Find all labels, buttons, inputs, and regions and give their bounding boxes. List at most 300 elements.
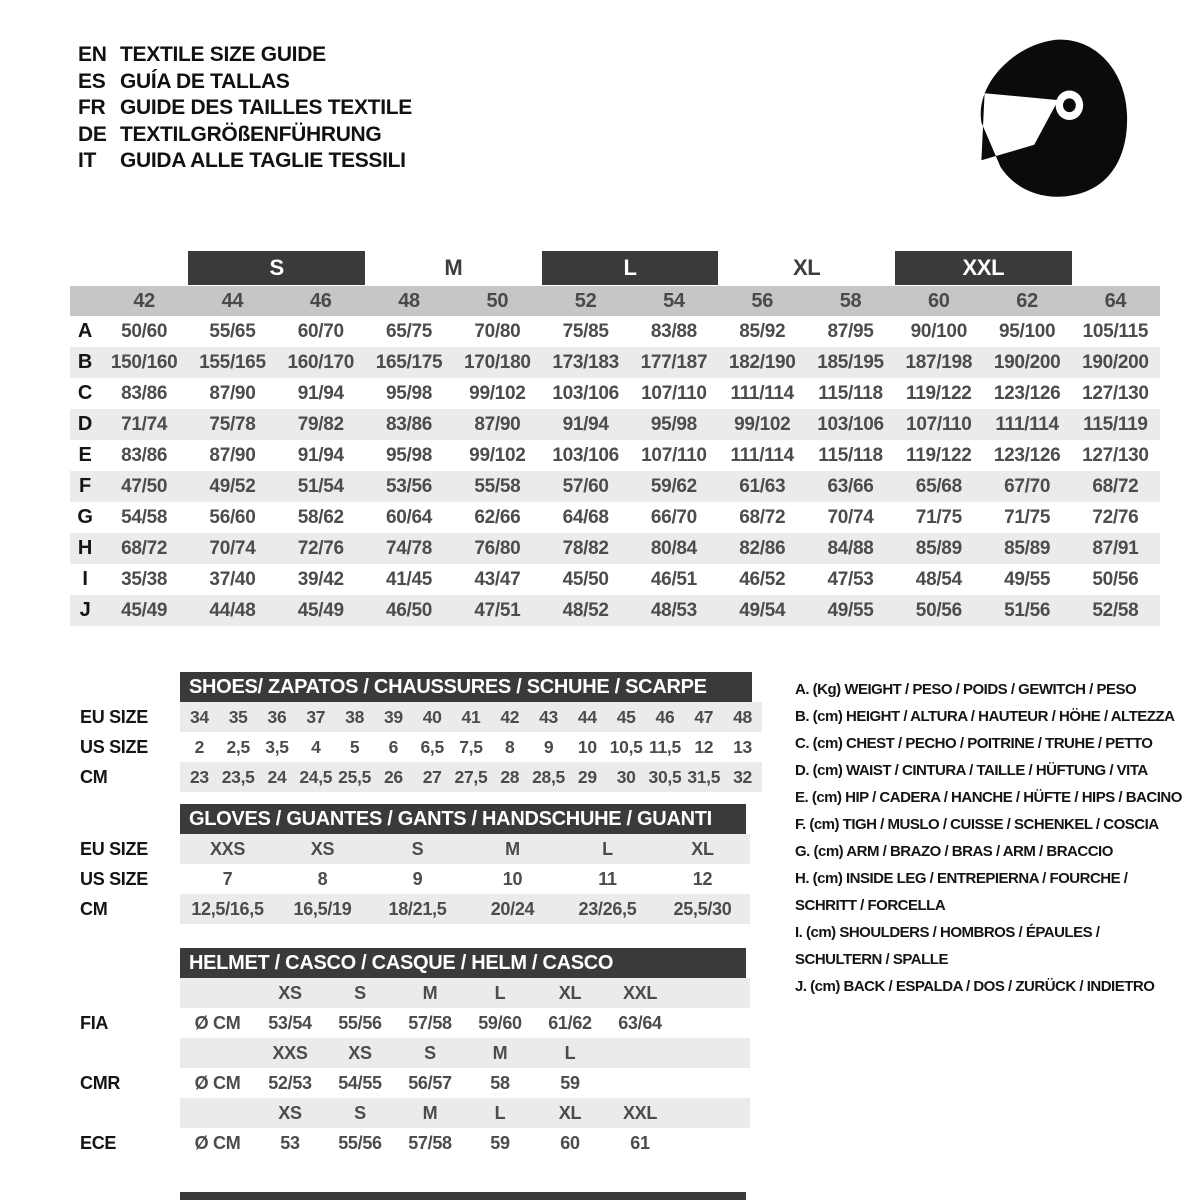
helmet-size-label: L — [564, 1042, 576, 1063]
size-value: 30,5 — [648, 766, 682, 787]
measurement-value: 54/58 — [121, 506, 168, 528]
gloves-table — [70, 804, 770, 924]
gloves-header-bar: GLOVES / GUANTES / GANTS / HANDSCHUHE / GUANTI — [180, 804, 746, 834]
helmet-size-label: XXL — [622, 1102, 658, 1123]
numeric-size: 64 — [1104, 289, 1127, 312]
measurement-value: 83/88 — [650, 320, 697, 342]
measurement-value: 79/82 — [297, 413, 344, 435]
helmet-size-value: 57/58 — [408, 1012, 452, 1033]
language-row — [78, 69, 412, 96]
helmet-size-label: M — [492, 1042, 508, 1063]
helmet-sizes-row — [70, 1098, 770, 1128]
measurement-value: 48/53 — [650, 599, 697, 621]
size-value: 41 — [461, 706, 481, 727]
measurement-value: 71/74 — [121, 413, 168, 435]
numeric-row-spacer — [70, 286, 100, 316]
helmet-size-value: 61 — [630, 1132, 650, 1153]
gloves-rows — [70, 834, 770, 924]
standard-label: CMR — [80, 1072, 121, 1093]
measurement-value: 44/48 — [209, 599, 256, 621]
measurement-value: 65/68 — [915, 475, 962, 497]
measurement-value: 82/86 — [739, 537, 786, 559]
size-value: 34 — [189, 706, 209, 727]
measurement-value: 60/64 — [386, 506, 433, 528]
table-row — [70, 894, 770, 924]
measurement-value: 107/110 — [906, 413, 972, 435]
helmet-size-value: 61/62 — [548, 1012, 592, 1033]
measurement-value: 75/85 — [562, 320, 609, 342]
size-value: 9 — [543, 736, 554, 757]
measurement-value: 43/47 — [474, 568, 521, 590]
measurement-value: 187/198 — [905, 351, 973, 373]
table-row — [70, 702, 770, 732]
measurement-value: 83/86 — [121, 444, 168, 466]
measurement-value: 111/114 — [995, 413, 1059, 435]
helmet-sizes-row — [70, 978, 770, 1008]
helmet-size-label: L — [494, 982, 506, 1003]
measurement-value: 119/122 — [906, 382, 972, 404]
size-value: 3,5 — [265, 736, 289, 757]
measurement-value: 85/89 — [915, 537, 962, 559]
size-band-row — [70, 250, 1160, 286]
language-code: ES — [78, 69, 106, 93]
numeric-size: 52 — [574, 289, 597, 312]
diameter-unit: Ø CM — [194, 1012, 241, 1033]
legend-item: I. (cm) SHOULDERS / HOMBROS / ÉPAULES / SCHULTERN / SPALLE — [795, 924, 1100, 968]
row-label: EU SIZE — [80, 706, 148, 727]
measurement-value: 67/70 — [1004, 475, 1051, 497]
language-row — [78, 42, 412, 69]
size-value: 43 — [539, 706, 558, 727]
measurement-value: 52/58 — [1092, 599, 1139, 621]
table-row — [70, 440, 1160, 471]
size-value: 46 — [655, 706, 675, 727]
size-value: 38 — [345, 706, 365, 727]
measurement-value: 85/89 — [1004, 537, 1051, 559]
size-value: 28,5 — [532, 766, 565, 787]
unit-spacer — [180, 1038, 255, 1068]
row-letter: G — [77, 506, 93, 528]
measurement-value: 80/84 — [650, 537, 697, 559]
size-value: 45 — [616, 706, 636, 727]
size-value: 25,5/30 — [673, 898, 732, 919]
numeric-size: 54 — [663, 289, 685, 312]
measurement-value: 45/50 — [562, 568, 609, 590]
measurement-value: 107/110 — [641, 444, 707, 466]
legend-item: E. (cm) HIP / CADERA / HANCHE / HÜFTE / HIPS / BACINO — [795, 789, 1182, 806]
measurement-value: 56/60 — [209, 506, 256, 528]
measurement-value: 111/114 — [730, 382, 794, 404]
measurement-value: 46/52 — [739, 568, 786, 590]
measurement-value: 155/165 — [199, 351, 266, 373]
measurement-value: 105/115 — [1082, 320, 1149, 342]
measurement-value: 61/63 — [739, 475, 786, 497]
size-value: 16,5/19 — [293, 898, 352, 919]
measurement-value: 45/49 — [297, 599, 344, 621]
measurement-value: 78/82 — [562, 537, 609, 559]
size-value: 7 — [222, 868, 233, 889]
size-band-xxl: XXL — [895, 251, 1072, 285]
numeric-size: 58 — [839, 289, 862, 312]
size-value: 10 — [502, 868, 523, 889]
helmet-rows — [70, 978, 770, 1158]
language-code: DE — [78, 122, 107, 146]
size-value: 12,5/16,5 — [191, 898, 264, 919]
measurement-value: 91/94 — [297, 444, 344, 466]
measurement-value: 46/50 — [386, 599, 433, 621]
measurement-value: 190/200 — [993, 351, 1061, 373]
table-row — [70, 864, 770, 894]
measurement-value: 71/75 — [915, 506, 962, 528]
measurement-value: 182/190 — [728, 351, 796, 373]
measurement-value: 49/52 — [209, 475, 256, 497]
racing-helmet-icon — [975, 33, 1135, 205]
measurement-value: 127/130 — [1082, 382, 1149, 404]
measurement-value: 45/49 — [121, 599, 168, 621]
table-row — [70, 762, 770, 792]
measurement-value: 85/92 — [739, 320, 786, 342]
row-cells — [180, 1068, 750, 1098]
numeric-size: 50 — [486, 289, 509, 312]
measurement-value: 173/183 — [552, 351, 619, 373]
shoes-table — [70, 672, 770, 792]
helmet-size-value: 56/57 — [408, 1072, 452, 1093]
measurement-value: 190/200 — [1082, 351, 1149, 373]
size-value: 35 — [228, 706, 248, 727]
row-cells — [180, 1008, 750, 1038]
measurement-value: 51/54 — [297, 475, 344, 497]
helmet-size-label: XXL — [622, 982, 658, 1003]
size-value: 6 — [388, 736, 399, 757]
helmet-header-bar: HELMET / CASCO / CASQUE / HELM / CASCO — [180, 948, 746, 978]
measurement-value: 68/72 — [739, 506, 786, 528]
size-value: 23 — [189, 766, 209, 787]
measurement-value: 47/50 — [121, 475, 168, 497]
measurement-value: 103/106 — [552, 444, 619, 466]
language-row — [78, 148, 412, 175]
measurement-value: 90/100 — [910, 320, 967, 342]
size-value: 12 — [694, 736, 714, 757]
size-value: 31,5 — [687, 766, 721, 787]
helmet-size-value: 55/56 — [338, 1132, 382, 1153]
measurement-value: 68/72 — [121, 537, 168, 559]
measurement-value: 160/170 — [287, 351, 355, 373]
measurement-value: 55/65 — [209, 320, 256, 342]
measurement-value: 59/62 — [650, 475, 697, 497]
size-value: 8 — [505, 736, 515, 757]
row-label: US SIZE — [80, 736, 148, 757]
helmet-values-row — [70, 1008, 770, 1038]
row-label — [70, 978, 180, 1008]
measurement-value: 66/70 — [650, 506, 697, 528]
table-row — [70, 595, 1160, 626]
legend-item: D. (cm) WAIST / CINTURA / TAILLE / HÜFTUNG / VITA — [795, 762, 1148, 779]
helmet-size-label: S — [424, 1042, 436, 1063]
size-value: 11 — [598, 868, 617, 889]
row-cells — [180, 894, 750, 924]
row-cells — [180, 1098, 750, 1128]
size-value: 5 — [349, 736, 360, 757]
size-value: 4 — [311, 736, 321, 757]
measurement-value: 58/62 — [297, 506, 344, 528]
measurement-value: 150/160 — [110, 351, 178, 373]
numeric-size: 46 — [309, 289, 332, 312]
row-cells — [180, 978, 750, 1008]
size-value: 10,5 — [609, 736, 643, 757]
language-title: GUÍA DE TALLAS — [120, 69, 290, 93]
row-label — [70, 1098, 180, 1128]
measurement-value: 65/75 — [386, 320, 433, 342]
measurement-value: 47/53 — [827, 568, 874, 590]
size-value: XL — [691, 838, 714, 859]
size-value: 11,5 — [649, 736, 681, 757]
measurement-value: 115/118 — [818, 444, 883, 466]
size-value: 48 — [733, 706, 752, 727]
size-value: 8 — [317, 868, 328, 889]
measurement-value: 99/102 — [734, 413, 791, 435]
measurement-value: 74/78 — [386, 537, 433, 559]
measurement-value: 48/52 — [562, 599, 609, 621]
size-band-xl: XL — [792, 255, 821, 280]
measurement-value: 50/60 — [121, 320, 168, 342]
size-band-l: L — [542, 251, 719, 285]
measurement-value: 76/80 — [474, 537, 521, 559]
size-value: S — [411, 838, 424, 859]
size-value: 24,5 — [299, 766, 333, 787]
size-value: 42 — [500, 706, 520, 727]
table-row — [70, 471, 1160, 502]
size-value: 36 — [267, 706, 287, 727]
measurement-value: 87/95 — [827, 320, 874, 342]
row-cells — [180, 1128, 750, 1158]
measurement-value: 103/106 — [817, 413, 884, 435]
measurement-value: 123/126 — [993, 444, 1061, 466]
measurement-value: 83/86 — [121, 382, 168, 404]
language-code: FR — [78, 96, 106, 120]
row-label — [70, 1038, 180, 1068]
measurement-value: 127/130 — [1082, 444, 1149, 466]
row-letter: A — [77, 320, 93, 342]
row-letter: F — [79, 475, 91, 497]
numeric-size: 62 — [1016, 289, 1038, 312]
helmet-size-value: 53 — [280, 1132, 300, 1153]
row-cells — [180, 732, 762, 762]
size-value: 2,5 — [226, 736, 250, 757]
cropped-section-bar — [180, 1192, 746, 1200]
measurement-value: 95/100 — [998, 320, 1056, 342]
helmet-size-label: S — [354, 1102, 366, 1123]
row-letter: I — [82, 568, 88, 590]
measurement-value: 72/76 — [1092, 506, 1139, 528]
shoes-header-bar: SHOES/ ZAPATOS / CHAUSSURES / SCHUHE / SCARPE — [180, 672, 752, 702]
helmet-size-label: XXS — [272, 1042, 308, 1063]
table-row — [70, 834, 770, 864]
size-value: 13 — [733, 736, 752, 757]
measurement-value: 72/76 — [297, 537, 344, 559]
table-row — [70, 347, 1160, 378]
row-letter: H — [77, 537, 93, 559]
numeric-size: 42 — [133, 289, 155, 312]
size-value: 40 — [422, 706, 442, 727]
size-value: 24 — [267, 766, 287, 787]
size-value: 25,5 — [338, 766, 372, 787]
size-value: 29 — [577, 766, 597, 787]
measurement-value: 68/72 — [1092, 475, 1139, 497]
helmet-values-row — [70, 1128, 770, 1158]
size-band-m: M — [444, 255, 463, 280]
measurement-value: 87/90 — [209, 444, 256, 466]
size-value: 2 — [194, 736, 205, 757]
standard-label: ECE — [80, 1132, 117, 1153]
legend-item: F. (cm) TIGH / MUSLO / CUISSE / SCHENKEL / COSCIA — [795, 816, 1159, 833]
measurement-value: 115/118 — [818, 382, 883, 404]
diameter-unit: Ø CM — [194, 1132, 241, 1153]
measurement-value: 71/75 — [1004, 506, 1051, 528]
row-cells — [180, 834, 750, 864]
helmet-table — [70, 948, 770, 1158]
helmet-size-label: XL — [558, 1102, 582, 1123]
size-value: 28 — [500, 766, 520, 787]
measurement-value: 107/110 — [641, 382, 707, 404]
row-letter: B — [77, 351, 93, 373]
helmet-size-value: 60 — [560, 1132, 580, 1153]
legend-item: J. (cm) BACK / ESPALDA / DOS / ZURÜCK / INDIETRO — [795, 978, 1155, 995]
language-title: GUIDE DES TAILLES TEXTILE — [120, 96, 412, 120]
helmet-size-value: 57/58 — [408, 1132, 452, 1153]
measurement-value: 91/94 — [297, 382, 344, 404]
measurement-value: 111/114 — [730, 444, 794, 466]
size-value: M — [505, 838, 520, 859]
helmet-size-value: 58 — [490, 1072, 510, 1093]
helmet-size-value: 59 — [560, 1072, 580, 1093]
row-cells — [180, 702, 762, 732]
measurement-value: 91/94 — [562, 413, 609, 435]
row-label: US SIZE — [80, 868, 148, 889]
helmet-size-label: S — [354, 982, 366, 1003]
language-title-list — [78, 42, 412, 175]
table-row — [70, 409, 1160, 440]
unit-spacer — [180, 978, 255, 1008]
measurement-value: 35/38 — [121, 568, 168, 590]
table-row — [70, 732, 770, 762]
band-spacer — [1072, 250, 1160, 286]
measurement-value: 62/66 — [474, 506, 521, 528]
language-code: IT — [78, 149, 97, 173]
size-value: 7,5 — [459, 736, 483, 757]
helmet-size-value: 59/60 — [478, 1012, 522, 1033]
row-letter: C — [77, 382, 93, 404]
measurement-value: 64/68 — [562, 506, 609, 528]
size-value: L — [602, 838, 613, 859]
language-title: GUIDA ALLE TAGLIE TESSILI — [120, 149, 406, 173]
measurement-value: 60/70 — [297, 320, 344, 342]
size-value: 20/24 — [490, 898, 535, 919]
size-value: 10 — [577, 736, 597, 757]
size-value: 39 — [383, 706, 403, 727]
size-value: 9 — [412, 868, 423, 889]
measurement-value: 55/58 — [474, 475, 521, 497]
helmet-sizes-row — [70, 1038, 770, 1068]
language-title: TEXTILGRÖßENFÜHRUNG — [120, 122, 382, 146]
helmet-size-label: M — [422, 982, 438, 1003]
measurement-value: 185/195 — [817, 351, 884, 373]
measurement-value: 123/126 — [993, 382, 1061, 404]
measurement-value: 63/66 — [827, 475, 874, 497]
measurement-value: 87/90 — [209, 382, 256, 404]
helmet-size-label: XS — [348, 1042, 372, 1063]
size-value: 37 — [306, 706, 326, 727]
numeric-size: 48 — [398, 289, 420, 312]
size-value: 18/21,5 — [388, 898, 447, 919]
measurement-value: 53/56 — [386, 475, 433, 497]
helmet-size-value: 54/55 — [338, 1072, 382, 1093]
size-value: 27 — [422, 766, 442, 787]
size-value: 23/26,5 — [578, 898, 637, 919]
row-label: CM — [80, 898, 108, 919]
row-cells — [180, 1038, 750, 1068]
numeric-size-row — [70, 286, 1160, 316]
legend-item: B. (cm) HEIGHT / ALTURA / HAUTEUR / HÖHE / ALTEZZA — [795, 708, 1175, 725]
measurement-value: 95/98 — [386, 382, 433, 404]
helmet-size-label: XS — [278, 982, 302, 1003]
row-letter: E — [78, 444, 92, 466]
row-cells — [180, 762, 762, 792]
measurement-value: 37/40 — [209, 568, 256, 590]
measurement-value: 84/88 — [827, 537, 874, 559]
measurement-value: 177/187 — [640, 351, 708, 373]
size-value: 47 — [694, 706, 714, 727]
measurement-value: 70/74 — [209, 537, 256, 559]
helmet-size-value: 53/54 — [268, 1012, 312, 1033]
measurement-value: 165/175 — [375, 351, 443, 373]
helmet-size-value: 55/56 — [338, 1012, 382, 1033]
size-value: XS — [310, 838, 335, 859]
measurement-value: 49/55 — [827, 599, 874, 621]
language-code: EN — [78, 43, 107, 67]
measurement-value: 41/45 — [386, 568, 433, 590]
shoes-rows — [70, 702, 770, 792]
size-value: 23,5 — [221, 766, 255, 787]
textile-size-table — [70, 250, 1160, 626]
language-title: TEXTILE SIZE GUIDE — [120, 43, 326, 67]
helmet-size-label: XL — [558, 982, 582, 1003]
measurement-value: 50/56 — [915, 599, 962, 621]
measurement-value: 49/54 — [739, 599, 786, 621]
measurement-value: 95/98 — [386, 444, 433, 466]
measurement-rows — [70, 316, 1160, 626]
size-value: 6,5 — [420, 736, 444, 757]
helmet-size-value: 63/64 — [618, 1012, 662, 1033]
measurement-value: 99/102 — [469, 382, 526, 404]
helmet-values-row — [70, 1068, 770, 1098]
language-row — [78, 95, 412, 122]
diameter-unit: Ø CM — [194, 1072, 241, 1093]
helmet-size-value: 52/53 — [268, 1072, 312, 1093]
numeric-size: 56 — [751, 289, 774, 312]
size-value: 26 — [383, 766, 403, 787]
measurement-value: 49/55 — [1004, 568, 1051, 590]
size-value: 30 — [616, 766, 636, 787]
measurement-value: 50/56 — [1092, 568, 1139, 590]
measurement-value: 87/91 — [1092, 537, 1139, 559]
table-row — [70, 502, 1160, 533]
legend-item: A. (Kg) WEIGHT / PESO / POIDS / GEWITCH / PESO — [795, 681, 1137, 698]
size-value: 27,5 — [454, 766, 488, 787]
row-label: CM — [80, 766, 108, 787]
numeric-size: 44 — [221, 289, 244, 312]
legend-item: C. (cm) CHEST / PECHO / POITRINE / TRUHE / PETTO — [795, 735, 1153, 752]
size-value: 44 — [577, 706, 597, 727]
